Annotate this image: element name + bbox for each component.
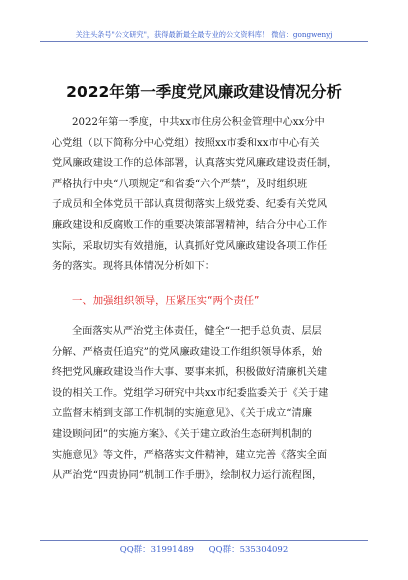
paragraph-line: 分解、严格责任追究”的党风廉政建设工作组织领导体系，始 (52, 346, 323, 358)
paragraph-line: 严格执行中央“八项规定”和省委“六个严禁”，及时组织班 (52, 178, 308, 190)
paragraph-line: 廉政建设和反腐败工作的重要决策部署精神，结合分中心工作 (52, 219, 328, 231)
document-title: 2022年第一季度党风廉政建设情况分析 (66, 83, 342, 101)
paragraph-line: 全面落实从严治党主体责任，健全“一把手总负责、层层 (72, 326, 322, 337)
paragraph-line: 心党组（以下简称分中心党组）按照xx市委和xx市中心有关 (52, 137, 320, 149)
paragraph-line: 子成员和全体党员干部认真贯彻落实上级党委、纪委有关党风 (52, 199, 328, 211)
footer-divider (40, 540, 368, 541)
header-divider (40, 41, 368, 42)
paragraph-line: 2022年第一季度，中共xx市住房公积金管理中心xx分中 (72, 117, 325, 128)
paragraph-section1 (52, 322, 359, 487)
paragraph-line: 实施意见》等文件，严格落实文件精神，建立完善《落实全面 (52, 449, 328, 461)
footer-qq-group-2: QQ群：535304092 (208, 545, 289, 555)
footer-qq-group-1: QQ群：31991489 (119, 545, 194, 555)
section-heading-1: 一、加强组织领导，压紧压实“两个责任” (72, 295, 260, 307)
header-banner: 关注头条号"公文研究"，获得最新最全最专业的公文资料库！ 微信：gongwenyj (75, 30, 333, 39)
paragraph-line: 党风廉政建设工作的总体部署，认真落实党风廉政建设责任制， (52, 158, 338, 170)
paragraph-intro (52, 113, 359, 278)
paragraph-line: 立监督末梢到支部工作机制的实施意见》、《关于成立“清廉 (52, 408, 312, 420)
paragraph-line: 务的落实。现将具体情况分析如下： (52, 261, 215, 273)
paragraph-line: 从严治党“四责协同”机制工作手册》，绘制权力运行流程图， (52, 470, 323, 482)
footer (0, 543, 408, 555)
paragraph-line: 终把党风廉政建设当作大事、要事来抓，积极做好清廉机关建 (52, 367, 328, 379)
paragraph-line: 实际，采取切实有效措施，认真抓好党风廉政建设各项工作任 (52, 240, 328, 252)
paragraph-line: 设的相关工作。党组学习研究中共xx市纪委监委关于《关于建 (52, 387, 329, 399)
paragraph-line: 建设顾问团”的实施方案》、《关于建立政治生态研判机制的 (52, 428, 312, 440)
